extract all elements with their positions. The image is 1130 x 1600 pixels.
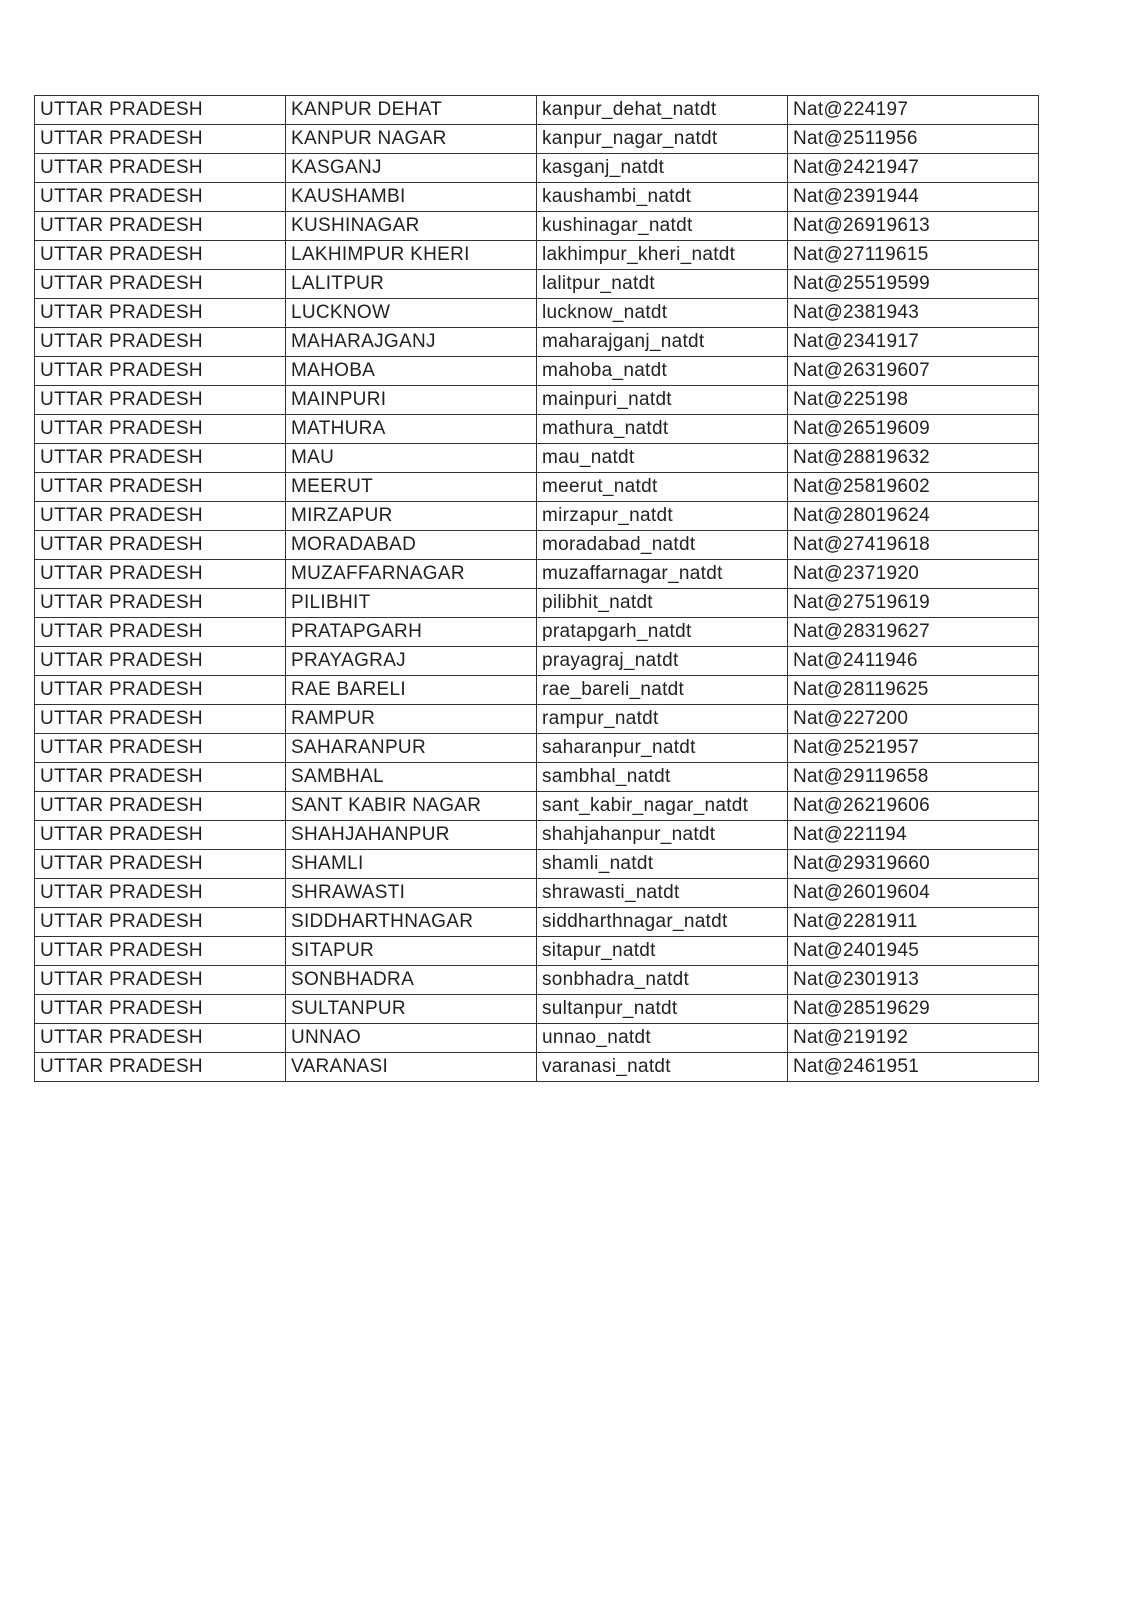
username-cell: mathura_natdt [537, 415, 788, 444]
state-cell: UTTAR PRADESH [35, 734, 286, 763]
username-cell: sambhal_natdt [537, 763, 788, 792]
district-cell: KANPUR NAGAR [286, 125, 537, 154]
district-cell: MUZAFFARNAGAR [286, 560, 537, 589]
state-cell: UTTAR PRADESH [35, 995, 286, 1024]
username-cell: muzaffarnagar_natdt [537, 560, 788, 589]
password-cell: Nat@2521957 [788, 734, 1039, 763]
username-cell: shahjahanpur_natdt [537, 821, 788, 850]
username-cell: lucknow_natdt [537, 299, 788, 328]
state-cell: UTTAR PRADESH [35, 966, 286, 995]
table-row [35, 270, 1039, 299]
password-cell: Nat@2461951 [788, 1053, 1039, 1082]
username-cell: mainpuri_natdt [537, 386, 788, 415]
username-cell: mau_natdt [537, 444, 788, 473]
password-cell: Nat@26319607 [788, 357, 1039, 386]
table-row [35, 531, 1039, 560]
table-row [35, 212, 1039, 241]
password-cell: Nat@2341917 [788, 328, 1039, 357]
district-cell: SITAPUR [286, 937, 537, 966]
username-cell: kanpur_nagar_natdt [537, 125, 788, 154]
state-cell: UTTAR PRADESH [35, 850, 286, 879]
district-cell: RAE BARELI [286, 676, 537, 705]
table-row [35, 154, 1039, 183]
username-cell: kaushambi_natdt [537, 183, 788, 212]
password-cell: Nat@224197 [788, 96, 1039, 125]
table-row [35, 299, 1039, 328]
state-cell: UTTAR PRADESH [35, 763, 286, 792]
state-cell: UTTAR PRADESH [35, 299, 286, 328]
state-cell: UTTAR PRADESH [35, 647, 286, 676]
district-cell: MATHURA [286, 415, 537, 444]
table-row [35, 850, 1039, 879]
state-cell: UTTAR PRADESH [35, 386, 286, 415]
table-row [35, 241, 1039, 270]
state-cell: UTTAR PRADESH [35, 908, 286, 937]
state-cell: UTTAR PRADESH [35, 270, 286, 299]
username-cell: rampur_natdt [537, 705, 788, 734]
state-cell: UTTAR PRADESH [35, 1053, 286, 1082]
table-row [35, 183, 1039, 212]
table-row [35, 821, 1039, 850]
table-row [35, 647, 1039, 676]
password-cell: Nat@27119615 [788, 241, 1039, 270]
state-cell: UTTAR PRADESH [35, 560, 286, 589]
district-cell: SONBHADRA [286, 966, 537, 995]
password-cell: Nat@27519619 [788, 589, 1039, 618]
state-cell: UTTAR PRADESH [35, 821, 286, 850]
table-row [35, 995, 1039, 1024]
username-cell: maharajganj_natdt [537, 328, 788, 357]
username-cell: prayagraj_natdt [537, 647, 788, 676]
district-cell: MORADABAD [286, 531, 537, 560]
username-cell: mahoba_natdt [537, 357, 788, 386]
district-cell: VARANASI [286, 1053, 537, 1082]
table-row [35, 560, 1039, 589]
password-cell: Nat@219192 [788, 1024, 1039, 1053]
password-cell: Nat@2381943 [788, 299, 1039, 328]
username-cell: unnao_natdt [537, 1024, 788, 1053]
table-row [35, 734, 1039, 763]
table-row [35, 908, 1039, 937]
password-cell: Nat@221194 [788, 821, 1039, 850]
state-cell: UTTAR PRADESH [35, 415, 286, 444]
district-cell: SIDDHARTHNAGAR [286, 908, 537, 937]
table-row [35, 386, 1039, 415]
state-cell: UTTAR PRADESH [35, 154, 286, 183]
password-cell: Nat@26919613 [788, 212, 1039, 241]
district-credentials-table [34, 95, 1039, 1082]
state-cell: UTTAR PRADESH [35, 125, 286, 154]
password-cell: Nat@2511956 [788, 125, 1039, 154]
username-cell: saharanpur_natdt [537, 734, 788, 763]
table-row [35, 96, 1039, 125]
password-cell: Nat@26019604 [788, 879, 1039, 908]
password-cell: Nat@227200 [788, 705, 1039, 734]
district-cell: LALITPUR [286, 270, 537, 299]
table-row [35, 879, 1039, 908]
district-cell: RAMPUR [286, 705, 537, 734]
state-cell: UTTAR PRADESH [35, 589, 286, 618]
district-cell: MAINPURI [286, 386, 537, 415]
password-cell: Nat@28319627 [788, 618, 1039, 647]
username-cell: shrawasti_natdt [537, 879, 788, 908]
district-cell: MAU [286, 444, 537, 473]
state-cell: UTTAR PRADESH [35, 328, 286, 357]
table-row [35, 763, 1039, 792]
district-cell: SHRAWASTI [286, 879, 537, 908]
district-cell: KASGANJ [286, 154, 537, 183]
state-cell: UTTAR PRADESH [35, 792, 286, 821]
username-cell: moradabad_natdt [537, 531, 788, 560]
username-cell: sant_kabir_nagar_natdt [537, 792, 788, 821]
password-cell: Nat@225198 [788, 386, 1039, 415]
state-cell: UTTAR PRADESH [35, 937, 286, 966]
table-row [35, 618, 1039, 647]
username-cell: meerut_natdt [537, 473, 788, 502]
district-cell: MEERUT [286, 473, 537, 502]
district-cell: SAHARANPUR [286, 734, 537, 763]
state-cell: UTTAR PRADESH [35, 183, 286, 212]
state-cell: UTTAR PRADESH [35, 241, 286, 270]
username-cell: mirzapur_natdt [537, 502, 788, 531]
table-row [35, 328, 1039, 357]
table-row [35, 357, 1039, 386]
state-cell: UTTAR PRADESH [35, 618, 286, 647]
table-row [35, 937, 1039, 966]
district-cell: MAHOBA [286, 357, 537, 386]
district-cell: KANPUR DEHAT [286, 96, 537, 125]
password-cell: Nat@2421947 [788, 154, 1039, 183]
state-cell: UTTAR PRADESH [35, 1024, 286, 1053]
password-cell: Nat@27419618 [788, 531, 1039, 560]
table-row [35, 966, 1039, 995]
table-row [35, 444, 1039, 473]
district-cell: KAUSHAMBI [286, 183, 537, 212]
district-cell: MAHARAJGANJ [286, 328, 537, 357]
username-cell: kanpur_dehat_natdt [537, 96, 788, 125]
username-cell: kushinagar_natdt [537, 212, 788, 241]
state-cell: UTTAR PRADESH [35, 96, 286, 125]
state-cell: UTTAR PRADESH [35, 676, 286, 705]
username-cell: kasganj_natdt [537, 154, 788, 183]
district-cell: PILIBHIT [286, 589, 537, 618]
district-cell: SANT KABIR NAGAR [286, 792, 537, 821]
table-row [35, 125, 1039, 154]
state-cell: UTTAR PRADESH [35, 444, 286, 473]
table-row [35, 1024, 1039, 1053]
username-cell: rae_bareli_natdt [537, 676, 788, 705]
username-cell: sonbhadra_natdt [537, 966, 788, 995]
username-cell: lalitpur_natdt [537, 270, 788, 299]
scan-artifact [18, 22, 63, 34]
table-row [35, 705, 1039, 734]
password-cell: Nat@2281911 [788, 908, 1039, 937]
district-cell: LAKHIMPUR KHERI [286, 241, 537, 270]
username-cell: lakhimpur_kheri_natdt [537, 241, 788, 270]
table-row [35, 1053, 1039, 1082]
password-cell: Nat@26219606 [788, 792, 1039, 821]
table-row [35, 415, 1039, 444]
username-cell: pratapgarh_natdt [537, 618, 788, 647]
password-cell: Nat@28819632 [788, 444, 1039, 473]
state-cell: UTTAR PRADESH [35, 879, 286, 908]
table-row [35, 589, 1039, 618]
table-row [35, 792, 1039, 821]
state-cell: UTTAR PRADESH [35, 473, 286, 502]
username-cell: pilibhit_natdt [537, 589, 788, 618]
district-cell: SHAMLI [286, 850, 537, 879]
state-cell: UTTAR PRADESH [35, 212, 286, 241]
password-cell: Nat@2401945 [788, 937, 1039, 966]
district-cell: UNNAO [286, 1024, 537, 1053]
table-body [35, 96, 1039, 1082]
username-cell: shamli_natdt [537, 850, 788, 879]
table-row [35, 473, 1039, 502]
username-cell: varanasi_natdt [537, 1053, 788, 1082]
password-cell: Nat@25519599 [788, 270, 1039, 299]
password-cell: Nat@28119625 [788, 676, 1039, 705]
password-cell: Nat@2391944 [788, 183, 1039, 212]
password-cell: Nat@25819602 [788, 473, 1039, 502]
district-cell: PRATAPGARH [286, 618, 537, 647]
username-cell: sitapur_natdt [537, 937, 788, 966]
password-cell: Nat@2371920 [788, 560, 1039, 589]
table-row [35, 502, 1039, 531]
password-cell: Nat@28519629 [788, 995, 1039, 1024]
table-row [35, 676, 1039, 705]
password-cell: Nat@29319660 [788, 850, 1039, 879]
district-cell: SHAHJAHANPUR [286, 821, 537, 850]
district-cell: SULTANPUR [286, 995, 537, 1024]
password-cell: Nat@26519609 [788, 415, 1039, 444]
district-cell: KUSHINAGAR [286, 212, 537, 241]
district-cell: MIRZAPUR [286, 502, 537, 531]
password-cell: Nat@2301913 [788, 966, 1039, 995]
username-cell: sultanpur_natdt [537, 995, 788, 1024]
state-cell: UTTAR PRADESH [35, 531, 286, 560]
district-cell: PRAYAGRAJ [286, 647, 537, 676]
password-cell: Nat@28019624 [788, 502, 1039, 531]
state-cell: UTTAR PRADESH [35, 357, 286, 386]
username-cell: siddharthnagar_natdt [537, 908, 788, 937]
state-cell: UTTAR PRADESH [35, 705, 286, 734]
district-cell: SAMBHAL [286, 763, 537, 792]
password-cell: Nat@2411946 [788, 647, 1039, 676]
district-cell: LUCKNOW [286, 299, 537, 328]
password-cell: Nat@29119658 [788, 763, 1039, 792]
state-cell: UTTAR PRADESH [35, 502, 286, 531]
